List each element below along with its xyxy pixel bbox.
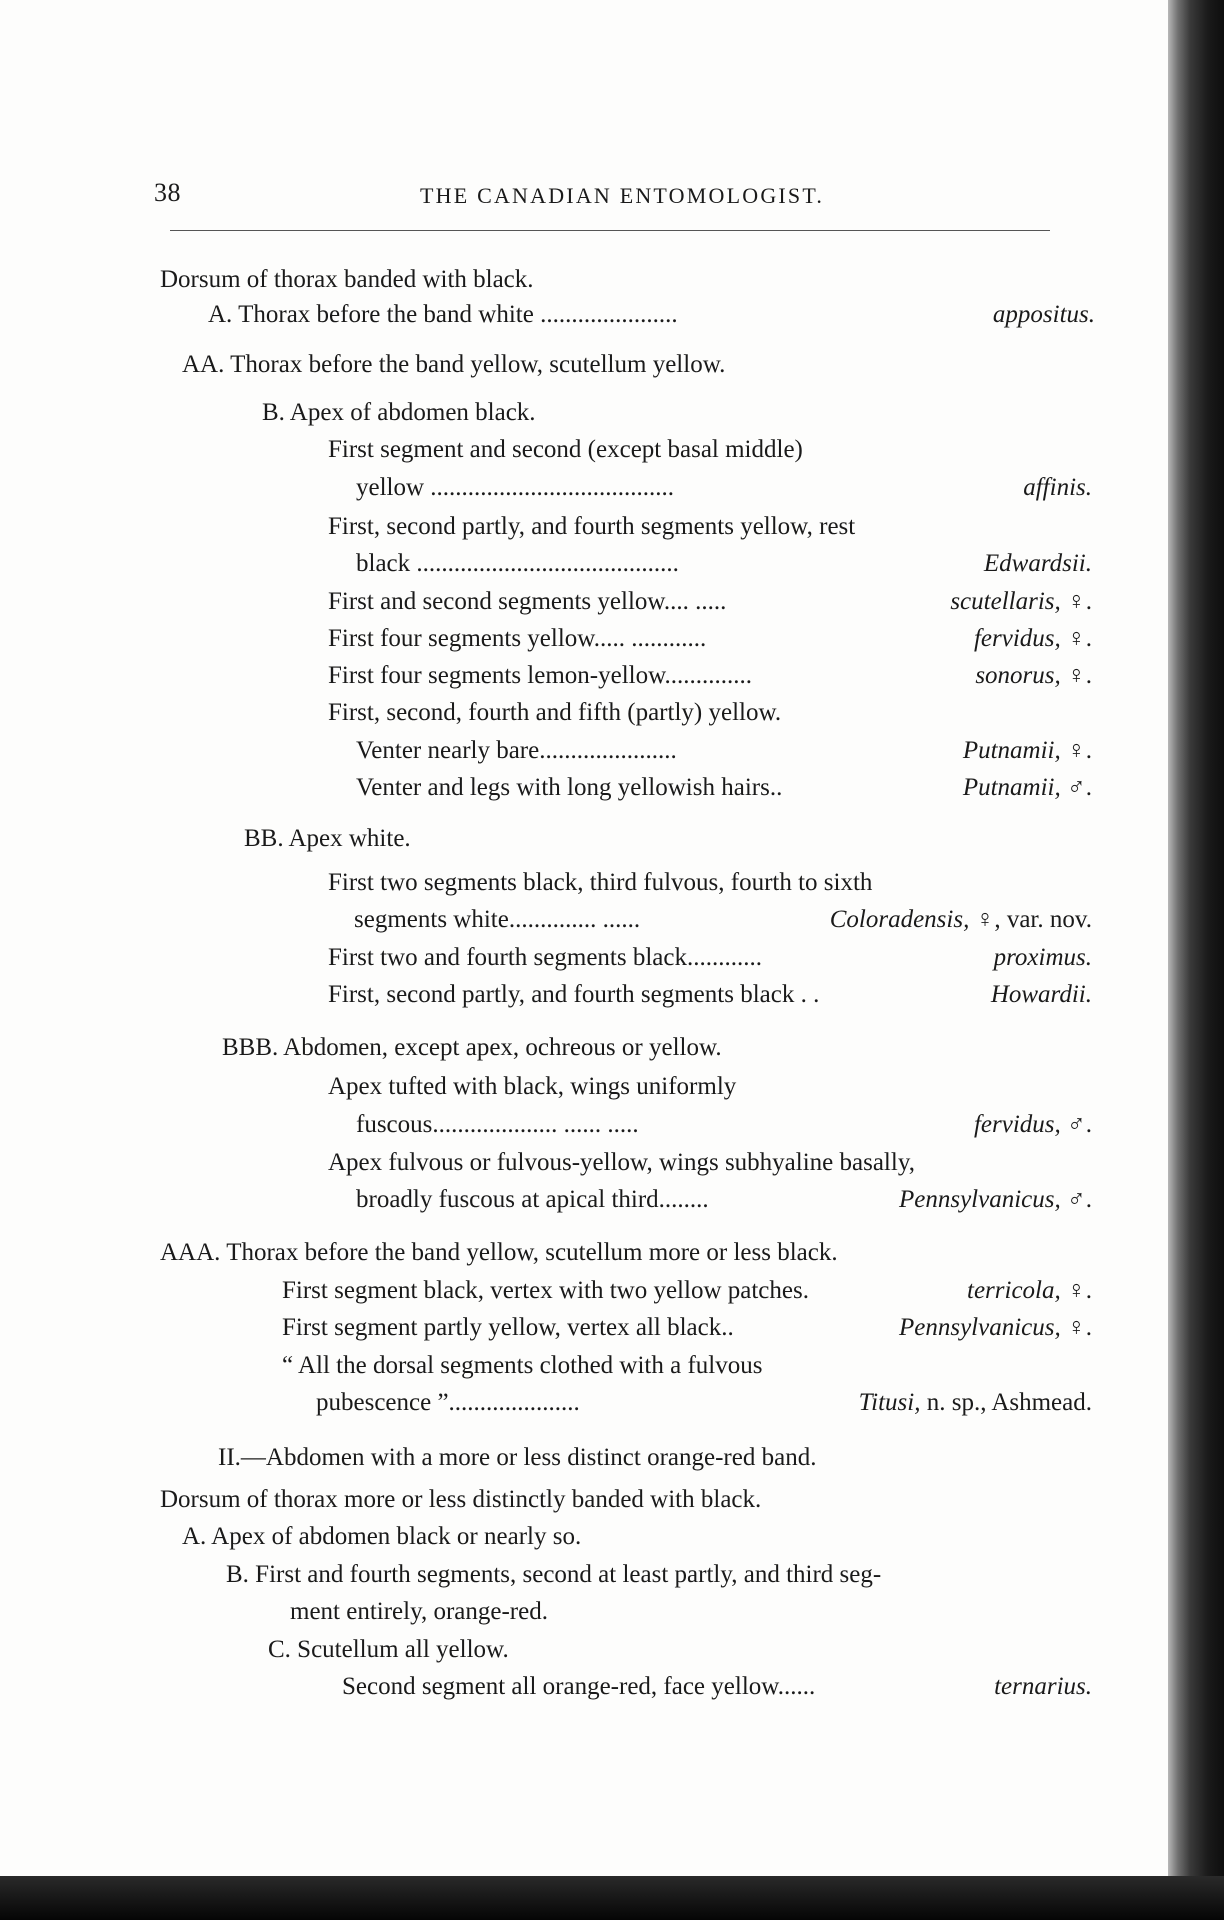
species-name: Howardii. bbox=[990, 981, 1092, 1008]
species-name: sonorus, bbox=[975, 662, 1061, 689]
text-line: Dorsum of thorax banded with black. bbox=[160, 266, 534, 293]
text-line: ment entirely, orange-red. bbox=[290, 1598, 548, 1625]
text-line: A. Apex of abdomen black or nearly so. bbox=[182, 1523, 582, 1550]
text-line: First, second partly, and fourth segments yellow, rest bbox=[328, 513, 856, 540]
sex-symbol: ♀. bbox=[1067, 1314, 1092, 1341]
species-name: terricola, bbox=[967, 1277, 1061, 1304]
header-rule bbox=[170, 230, 1050, 231]
text-line: C. Scutellum all yellow. bbox=[268, 1636, 509, 1663]
sex-symbol: ♀. bbox=[1067, 1277, 1092, 1304]
key-entry-line: broadly fuscous at apical third........ Pennsylvanicus, ♂. bbox=[356, 1186, 1092, 1213]
sex-symbol: ♂. bbox=[1067, 1111, 1092, 1138]
authority-note: n. sp., Ashmead. bbox=[926, 1389, 1092, 1416]
sex-symbol: ♂. bbox=[1067, 1186, 1092, 1213]
key-entry-line: Venter nearly bare...................... Putnamii, ♀. bbox=[356, 737, 1092, 764]
species-name: Pennsylvanicus, bbox=[898, 1314, 1061, 1341]
key-entry-line: pubescence ”..................... Titusi, n. sp., Ashmead. bbox=[316, 1389, 1092, 1416]
key-entry-line: First two and fourth segments black............ proximus. bbox=[328, 941, 1092, 975]
book-spine-shadow bbox=[1168, 0, 1224, 1920]
species-name: Titusi, bbox=[858, 1389, 921, 1416]
species-name: proximus. bbox=[993, 944, 1092, 971]
sex-symbol: ♀. bbox=[1067, 737, 1092, 764]
key-entry-line: First segment black, vertex with two yellow patches. terricola, ♀. bbox=[282, 1277, 1092, 1304]
key-entry-line: segments white.............. ...... Coloradensis, ♀, var. nov. bbox=[354, 906, 1092, 933]
text-line: “ All the dorsal segments clothed with a fulvous bbox=[282, 1352, 763, 1379]
key-entry-line: black .......................................... Edwardsii. bbox=[356, 547, 1092, 581]
species-name: Edwardsii. bbox=[983, 550, 1092, 577]
text-line: First segment and second (except basal middle) bbox=[328, 436, 803, 463]
species-name: fervidus, bbox=[973, 625, 1061, 652]
species-name: Coloradensis, bbox=[829, 906, 970, 933]
key-entry-line: A. Thorax before the band white ...................... appositus. bbox=[208, 298, 1095, 332]
text-line: First two segments black, third fulvous, fourth to sixth bbox=[328, 869, 873, 896]
page-number: 38 bbox=[154, 178, 181, 207]
text-line: BBB. Abdomen, except apex, ochreous or yellow. bbox=[222, 1034, 722, 1061]
sex-symbol: ♀. bbox=[1067, 625, 1092, 652]
sex-symbol: ♀. bbox=[1067, 588, 1092, 615]
text-line: AA. Thorax before the band yellow, scutellum yellow. bbox=[182, 351, 726, 378]
text-line: Apex fulvous or fulvous-yellow, wings subhyaline basally, bbox=[328, 1149, 915, 1176]
species-name: Pennsylvanicus, bbox=[898, 1186, 1061, 1213]
species-name: appositus. bbox=[992, 301, 1095, 328]
text-line: B. Apex of abdomen black. bbox=[262, 399, 536, 426]
key-entry-line: First, second partly, and fourth segments black . . Howardii. bbox=[328, 978, 1092, 1012]
key-entry-line: First four segments yellow..... ............ fervidus, ♀. bbox=[328, 625, 1092, 652]
species-name: Putnamii, bbox=[962, 774, 1061, 801]
key-entry-line: fuscous.................... ...... ..... fervidus, ♂. bbox=[356, 1111, 1092, 1138]
text-line: Apex tufted with black, wings uniformly bbox=[328, 1073, 737, 1100]
text-line: B. First and fourth segments, second at least partly, and third seg- bbox=[226, 1561, 882, 1588]
sex-symbol: ♀, var. nov. bbox=[975, 906, 1092, 933]
key-entry-line: First and second segments yellow.... ..... scutellaris, ♀. bbox=[328, 588, 1092, 615]
section-heading: II.—Abdomen with a more or less distinct orange-red band. bbox=[218, 1444, 817, 1471]
species-name: affinis. bbox=[1023, 474, 1092, 501]
sex-symbol: ♀. bbox=[1067, 662, 1092, 689]
text-line: First, second, fourth and fifth (partly) yellow. bbox=[328, 699, 782, 726]
species-name: ternarius. bbox=[994, 1673, 1092, 1700]
key-entry-line: First segment partly yellow, vertex all black.. Pennsylvanicus, ♀. bbox=[282, 1314, 1092, 1341]
key-entry-line: Venter and legs with long yellowish hairs.. Putnamii, ♂. bbox=[356, 774, 1092, 801]
key-entry-line: yellow ....................................... affinis. bbox=[356, 471, 1092, 505]
text-line: BB. Apex white. bbox=[244, 825, 411, 852]
species-name: fervidus, bbox=[973, 1111, 1061, 1138]
text-line: Dorsum of thorax more or less distinctly banded with black. bbox=[160, 1486, 762, 1513]
running-head: THE CANADIAN ENTOMOLOGIST. bbox=[420, 183, 825, 208]
key-entry-line: Second segment all orange-red, face yellow...... ternarius. bbox=[342, 1670, 1092, 1704]
scan-bottom-border bbox=[0, 1876, 1224, 1920]
text-line: AAA. Thorax before the band yellow, scutellum more or less black. bbox=[160, 1239, 838, 1266]
key-entry-line: First four segments lemon-yellow.............. sonorus, ♀. bbox=[328, 662, 1092, 689]
sex-symbol: ♂. bbox=[1067, 774, 1092, 801]
species-name: scutellaris, bbox=[950, 588, 1061, 615]
species-name: Putnamii, bbox=[962, 737, 1061, 764]
